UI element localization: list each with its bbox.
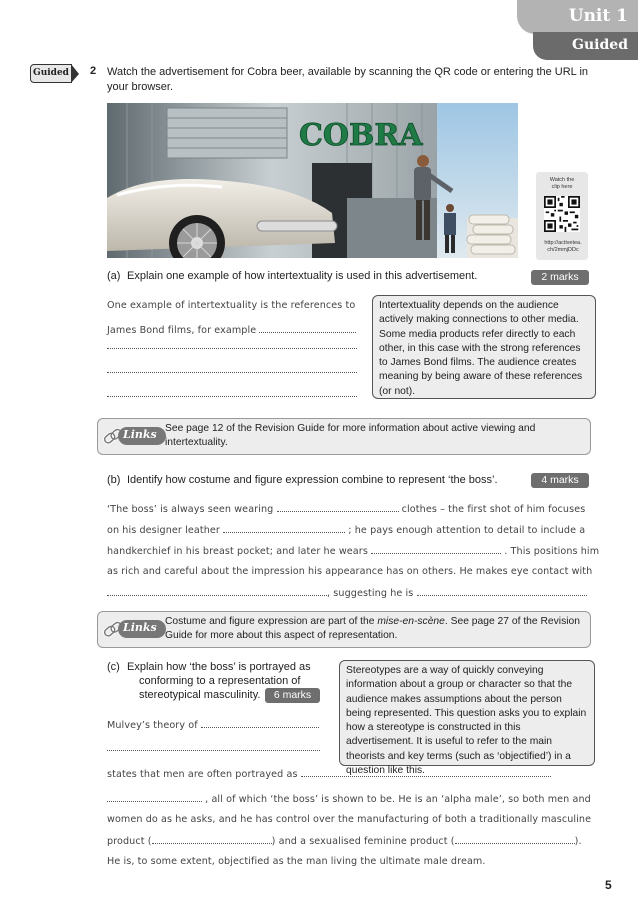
guided-tab — [533, 32, 638, 60]
links-box-mise-en-scene[interactable] — [97, 611, 591, 648]
qr-caption: Watch the clip here — [549, 177, 575, 190]
part-b-answer-line-4: as rich and careful about the impression his appearance has on others. He makes eye contact with — [107, 566, 593, 577]
part-a-prompt: Explain one example of how intertextuality is used in this advertisement. — [127, 270, 478, 282]
part-a-marks-badge: 2 marks — [531, 270, 589, 285]
part-b-answer-line-1[interactable]: ‘The boss’ is always seen wearing clothes – the first shot of him focuses — [107, 504, 586, 515]
part-c-prompt: Explain how ‘the boss’ is portrayed as conforming to a representation of stereotypical masculinity. — [127, 661, 311, 701]
part-a-hint-box: Intertextuality depends on the audience actively making connections to other media. Some media products refer directly to each other, in this case with the strong references to James Bond films. The audience creates meaning by being aware of these references (or not). — [372, 295, 596, 399]
guided-badge: Guided — [30, 64, 72, 83]
part-b-label: (b) — [107, 474, 121, 486]
unit-tab — [517, 0, 638, 34]
qr-code-panel[interactable] — [536, 172, 588, 260]
part-a-blank-line[interactable] — [107, 396, 357, 397]
part-c-answer-line-6[interactable]: product ( ) and a sexualised feminine product ( ). — [107, 836, 582, 847]
part-a-blank-line[interactable] — [107, 348, 357, 349]
advert-still-image — [107, 103, 518, 258]
links-label: Links — [123, 428, 157, 441]
links-box-revision-guide[interactable] — [97, 418, 591, 455]
part-a-answer-line-1: One example of intertextuality is the references to — [107, 300, 356, 311]
part-c-blank-line[interactable] — [107, 750, 320, 751]
links-text: See page 12 of the Revision Guide for more information about active viewing and intertextuality. — [165, 423, 536, 448]
guided-arrow-icon — [71, 64, 79, 83]
question-number: 2 — [90, 65, 97, 77]
part-c-answer-line-1[interactable]: Mulvey’s theory of — [107, 718, 319, 733]
unit-tab-label: Unit 1 — [568, 6, 628, 26]
advert-illustration — [107, 103, 518, 258]
part-a-blank-line[interactable] — [107, 372, 357, 373]
part-a-answer-line-2[interactable]: James Bond films, for example — [107, 323, 356, 338]
part-c-answer-line-4[interactable]: , all of which ‘the boss’ is shown to be. He is an ‘alpha male’, so both men and — [107, 792, 591, 807]
part-c-marks-badge: 6 marks — [265, 688, 320, 703]
part-a-label: (a) — [107, 270, 121, 282]
part-b-marks-badge: 4 marks — [531, 473, 589, 488]
page-number: 5 — [605, 878, 612, 892]
qr-url[interactable]: http://activetea. ch/2mmjDDc — [544, 240, 582, 253]
part-c-label: (c) — [107, 661, 120, 673]
part-b-prompt: Identify how costume and figure expression combine to represent ‘the boss’. — [127, 474, 498, 486]
links-text: Costume and figure expression are part of the mise-en-scène. See page 27 of the Revision Guide for more about this aspect of representation. — [165, 616, 580, 641]
question-text: Watch the advertisement for Cobra beer, available by scanning the QR code or entering the URL in your browser. — [107, 66, 589, 93]
part-b-answer-line-2[interactable]: on his designer leather ; he pays enough attention to detail to include a — [107, 525, 586, 536]
qr-code-icon[interactable] — [544, 196, 580, 232]
cobra-sign: COBRA — [299, 118, 423, 153]
part-b-answer-line-3[interactable]: handkerchief in his breast pocket; and later he wears . This positions him — [107, 546, 600, 557]
part-c-answer-line-7: He is, to some extent, objectified as the man living the ultimate male dream. — [107, 856, 486, 867]
part-c-hint-box: Stereotypes are a way of quickly conveying information about a group or character so that the audience makes assumptions about the person being represented. This question asks you to explain how a stereotype is constructed in this advertisement. It is useful to refer to the main theorists and key terms (such as ‘objectified’) in a question like this. — [339, 660, 595, 766]
part-c-answer-line-5: women do as he asks, and he has control over the manufacturing of both a traditionally masculine — [107, 814, 592, 825]
guided-tab-label: Guided — [572, 37, 628, 53]
links-label: Links — [123, 621, 157, 634]
part-b-answer-line-5[interactable]: , suggesting he is — [107, 586, 587, 601]
part-c-answer-line-3[interactable]: states that men are often portrayed as — [107, 767, 551, 782]
